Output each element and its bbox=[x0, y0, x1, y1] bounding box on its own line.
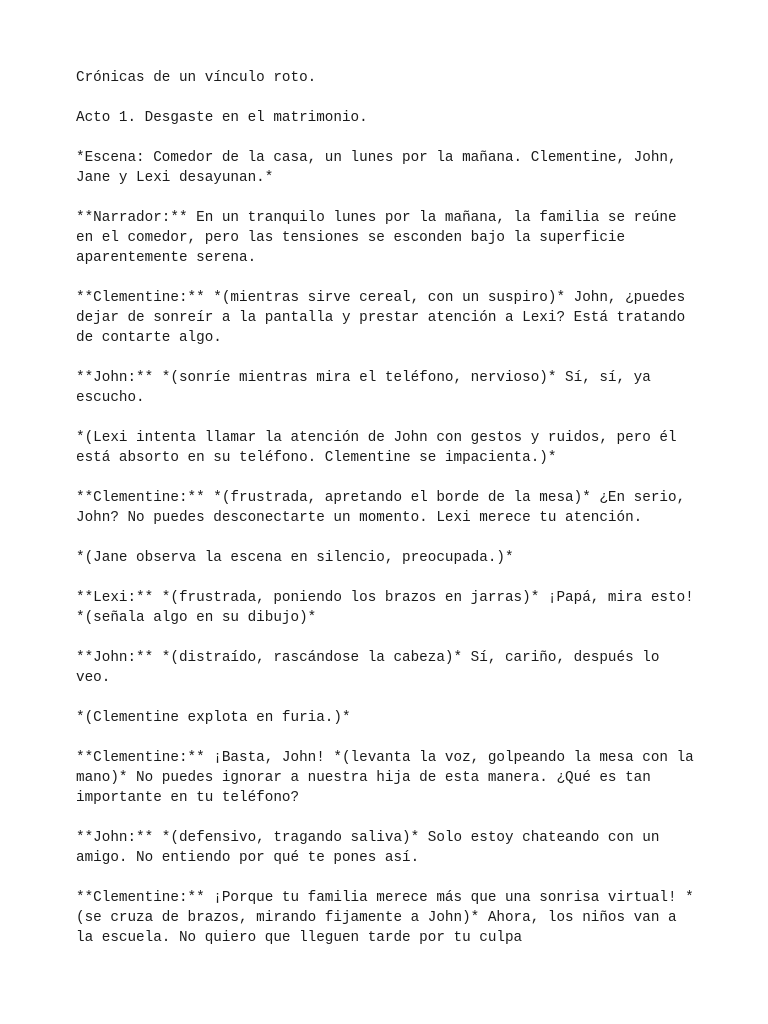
stage-direction: *(Lexi intenta llamar la atención de John con gestos y ruidos, pero él está absorto en su teléfono. Clementine se impacienta.)* bbox=[76, 430, 677, 466]
dialogue-line: **Clementine:** ¡Porque tu familia merece más que una sonrisa virtual! *(se cruza de brazos, mirando fijamente a John)* Ahora, los niños van a la escuela. No quiero que lleguen tarde por tu culpa bbox=[76, 890, 694, 946]
stage-direction: *(Jane observa la escena en silencio, preocupada.)* bbox=[76, 550, 514, 566]
scene-description: *Escena: Comedor de la casa, un lunes por la mañana. Clementine, John, Jane y Lexi desayunan.* bbox=[76, 150, 677, 186]
dialogue-line: **Clementine:** ¡Basta, John! *(levanta la voz, golpeando la mesa con la mano)* No puedes ignorar a nuestra hija de esta manera. ¿Qué es tan importante en tu teléfono? bbox=[76, 750, 694, 806]
dialogue-line: **John:** *(defensivo, tragando saliva)* Solo estoy chateando con un amigo. No entiendo por qué te pones así. bbox=[76, 830, 660, 866]
narrator-line: **Narrador:** En un tranquilo lunes por la mañana, la familia se reúne en el comedor, pero las tensiones se esconden bajo la superficie aparentemente serena. bbox=[76, 210, 677, 266]
act-heading: Acto 1. Desgaste en el matrimonio. bbox=[76, 110, 368, 126]
dialogue-line: **John:** *(sonríe mientras mira el teléfono, nervioso)* Sí, sí, ya escucho. bbox=[76, 370, 651, 406]
stage-direction: *(Clementine explota en furia.)* bbox=[76, 710, 351, 726]
dialogue-line: **John:** *(distraído, rascándose la cabeza)* Sí, cariño, después lo veo. bbox=[76, 650, 660, 686]
dialogue-line: **Lexi:** *(frustrada, poniendo los brazos en jarras)* ¡Papá, mira esto! *(señala algo en su dibujo)* bbox=[76, 590, 694, 626]
dialogue-line: **Clementine:** *(frustrada, apretando el borde de la mesa)* ¿En serio, John? No puedes desconectarte un momento. Lexi merece tu atención. bbox=[76, 490, 686, 526]
document-page bbox=[76, 68, 696, 968]
dialogue-line: **Clementine:** *(mientras sirve cereal, con un suspiro)* John, ¿puedes dejar de sonreír a la pantalla y prestar atención a Lexi? Está tratando de contarte algo. bbox=[76, 290, 686, 346]
document-title: Crónicas de un vínculo roto. bbox=[76, 70, 317, 86]
